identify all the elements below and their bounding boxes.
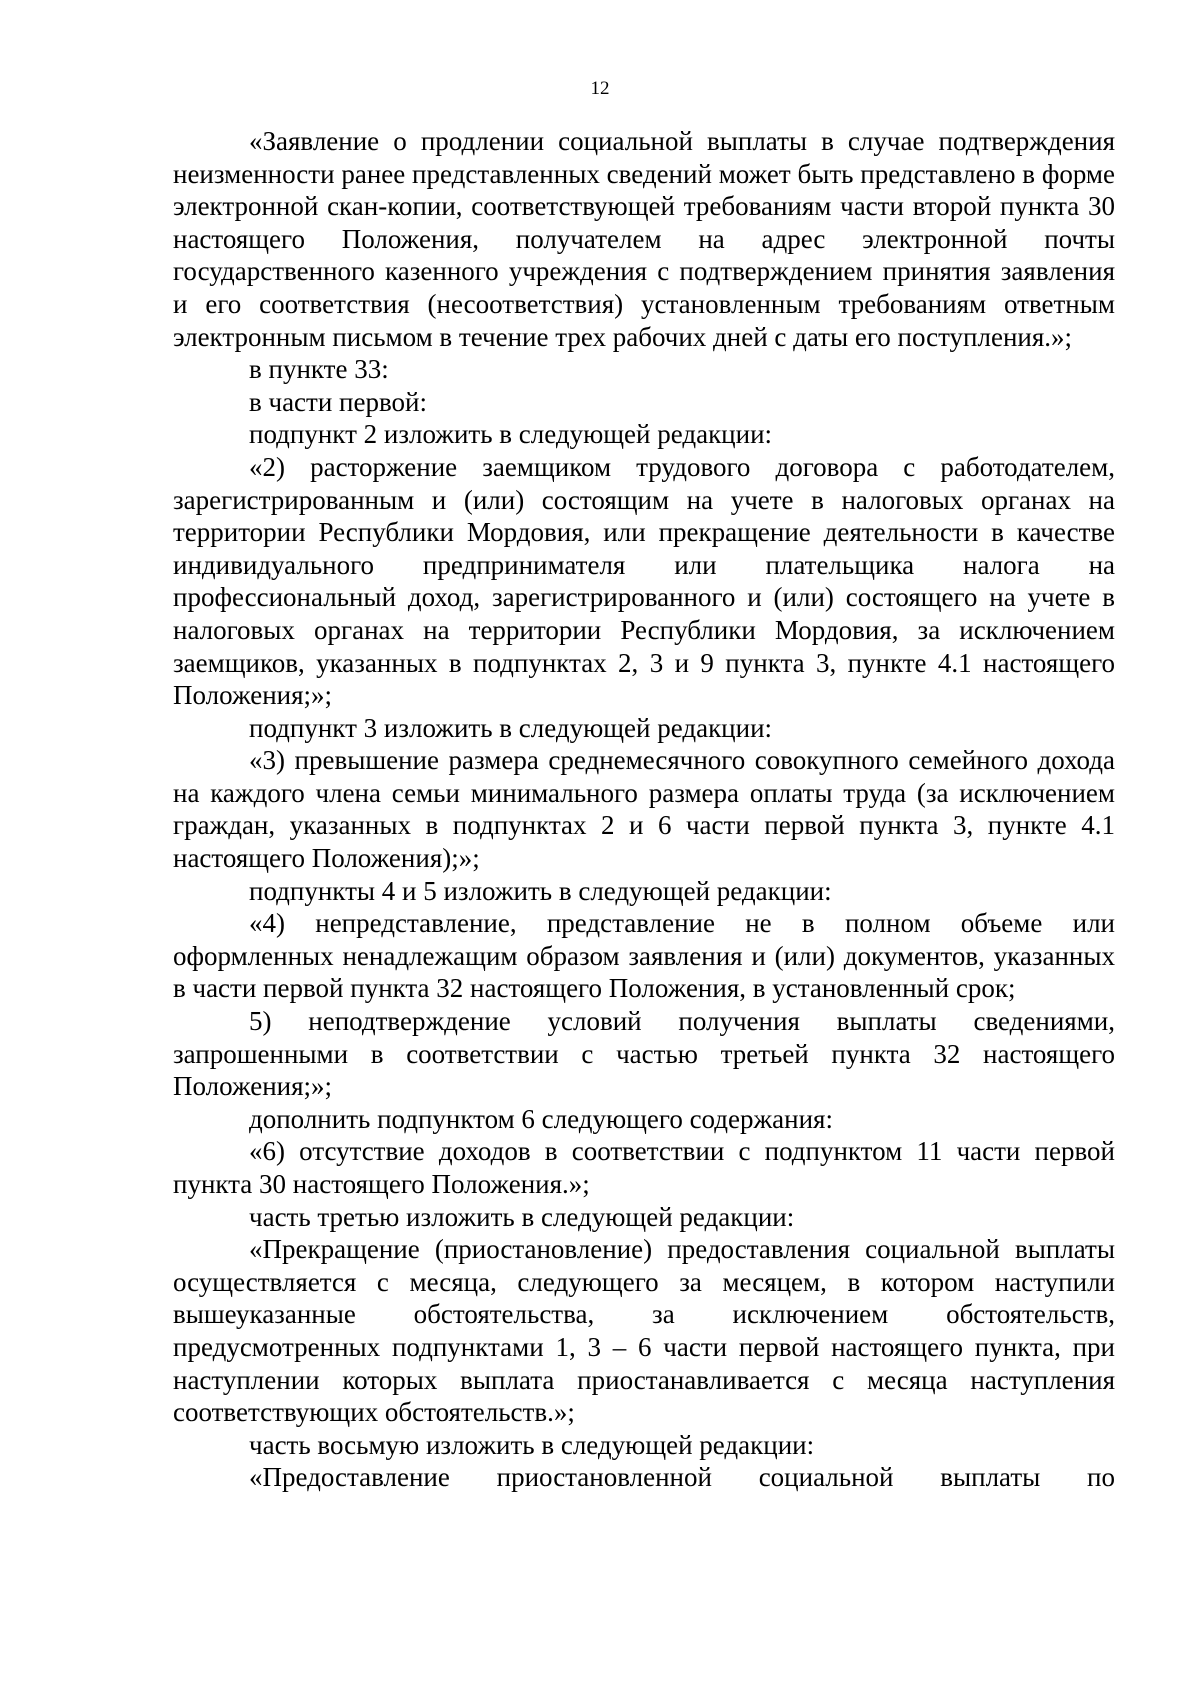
paragraph-subclause-2-text: «2) расторжение заемщиком трудового договора с работодателем, зарегистрированным и (или) состоящим на учете в налоговых органах на территории Республики Мордовия, или прекращение деятельности в качестве индивидуального предпринимателя или плательщика налога на профессиональный доход, зарегистрированного и (или) состоящего на учете в налоговых органах на территории Республики Мордовия, за исключением заемщиков, указанных в подпунктах 2, 3 и 9 пункта 3, пункте 4.1 настоящего Положения;»;: [173, 451, 1115, 711]
paragraph-part-eight-text: «Предоставление приостановленной социальной выплаты по: [249, 1462, 1115, 1493]
paragraph-subclauses-4-5-intro: подпункты 4 и 5 изложить в следующей редакции:: [249, 875, 832, 906]
paragraph-part-eight-intro: часть восьмую изложить в следующей редакции:: [249, 1429, 815, 1460]
paragraph-part-three-text: «Прекращение (приостановление) предоставления социальной выплаты осуществляется с месяца, следующего за месяцем, в котором наступили вышеуказанные обстоятельства, за исключением обстоятельств, предусмотренных подпунктами 1, 3 – 6 части первой настоящего пункта, при наступлении которых выплата приостанавливается с месяца наступления соответствующих обстоятельств.»;: [173, 1234, 1115, 1428]
paragraph-subclause-5-text: 5) неподтверждение условий получения выплаты сведениями, запрошенными в соответствии с частью третьей пункта 32 настоящего Положения;»;: [173, 1006, 1115, 1102]
page-number: 12: [590, 78, 610, 99]
paragraph-subclause-2-intro: подпункт 2 изложить в следующей редакции:: [249, 419, 773, 450]
paragraph-part-three-intro: часть третью изложить в следующей редакции:: [249, 1201, 795, 1232]
paragraph-subclause-3-intro: подпункт 3 изложить в следующей редакции:: [249, 712, 773, 743]
paragraph-subclause-3-text: «3) превышение размера среднемесячного совокупного семейного дохода на каждого члена семьи минимального размера оплаты труда (за исключением граждан, указанных в подпунктах 2 и 6 части первой пункта 3, пункте 4.1 настоящего Положения);»;: [173, 745, 1115, 874]
paragraph-clause-33: в пункте 33:: [249, 354, 389, 385]
paragraph-application-extension: «Заявление о продлении социальной выплаты в случае подтверждения неизменности ранее представленных сведений может быть представлено в форме электронной скан-копии, соответствующей требованиям части второй пункта 30 настоящего Положения, получателем на адрес электронной почты государственного казенного учреждения с подтверждением принятия заявления и его соответствия (несоответствия) установленным требованиям ответным электронным письмом в течение трех рабочих дней с даты его поступления.»;: [173, 126, 1115, 352]
paragraph-subclause-6-text: «6) отсутствие доходов в соответствии с подпунктом 11 части первой пункта 30 настоящего Положения.»;: [173, 1136, 1115, 1199]
paragraph-subclause-6-intro: дополнить подпунктом 6 следующего содержания:: [249, 1103, 833, 1134]
document-body: [173, 125, 1115, 1494]
paragraph-subclause-4-text: «4) непредставление, представление не в полном объеме или оформленных ненадлежащим образом заявления и (или) документов, указанных в части первой пункта 32 настоящего Положения, в установленный срок;: [173, 908, 1115, 1004]
paragraph-part-one: в части первой:: [249, 386, 427, 417]
